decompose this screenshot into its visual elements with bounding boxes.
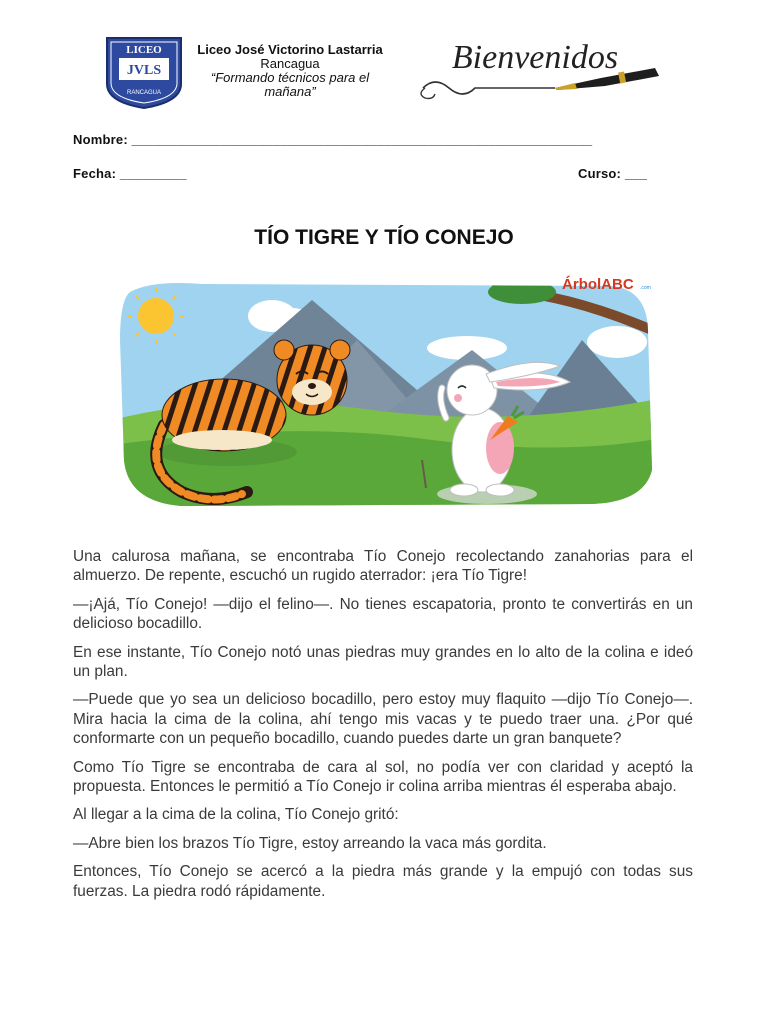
welcome-text: Bienvenidos: [451, 39, 619, 76]
school-name: Liceo José Victorino Lastarria: [197, 42, 383, 57]
watermark-text: ÁrbolABC: [562, 276, 634, 293]
crest-text-top: LICEO: [126, 44, 162, 56]
story-paragraph: —Abre bien los brazos Tío Tigre, estoy arreando la vaca más gordita.: [73, 834, 547, 852]
story-paragraph: —¡Ajá, Tío Conejo! —dijo el felino—. No tienes escapatoria, pronto te convertirás en un delicioso bocadillo.: [73, 595, 693, 633]
arbolabc-watermark: [562, 276, 651, 293]
school-motto: “Formando técnicos para el mañana”: [210, 70, 370, 99]
school-crest-logo: [105, 36, 183, 110]
flourish-icon: [423, 82, 555, 94]
course-field: Curso: ___: [578, 166, 648, 181]
story-paragraph: Entonces, Tío Conejo se acercó a la piedra más grande y la empujó con todas sus fuerzas. La piedra rodó rápidamente.: [73, 863, 693, 900]
name-field: Nombre: ______________________________________________________________: [73, 132, 593, 147]
date-field: Fecha: _________: [73, 166, 187, 181]
story-illustration: [112, 270, 662, 518]
welcome-banner: [405, 36, 667, 104]
story-paragraph: Al llegar a la cima de la colina, Tío Conejo gritó:: [73, 806, 399, 824]
story-body: [73, 547, 693, 910]
story-paragraph: Una calurosa mañana, se encontraba Tío Conejo recolectando zanahorias para el almuerzo. De repente, escuchó un rugido aterrador: ¡era Tío Tigre!: [73, 548, 693, 585]
story-title: TÍO TIGRE Y TÍO CONEJO: [254, 226, 514, 249]
crest-text-bottom: RANCAGUA: [126, 90, 162, 96]
story-paragraph: Como Tío Tigre se encontraba de cara al sol, no podía ver con claridad y aceptó la propuesta. Entonces le permitió a Tío Conejo ir colina arriba mientras él esperaba abajo.: [73, 758, 693, 796]
watermark-suffix: .com: [640, 285, 651, 291]
crest-monogram: JVLS: [126, 63, 162, 78]
story-paragraph: En ese instante, Tío Conejo notó unas piedras muy grandes en lo alto de la colina e ideó un plan.: [73, 643, 693, 681]
story-paragraph: —Puede que yo sea un delicioso bocadillo, pero estoy muy flaquito —dijo Tío Conejo—. Mira hacia la cima de la colina, ahí tengo mis vacas y te puedo traer una. ¿Por qué conformarte con un pequeño bocadillo, cuando puedes darte un gran banquete?: [73, 691, 693, 748]
school-info: [185, 43, 395, 99]
school-city: Rancagua: [260, 56, 320, 71]
